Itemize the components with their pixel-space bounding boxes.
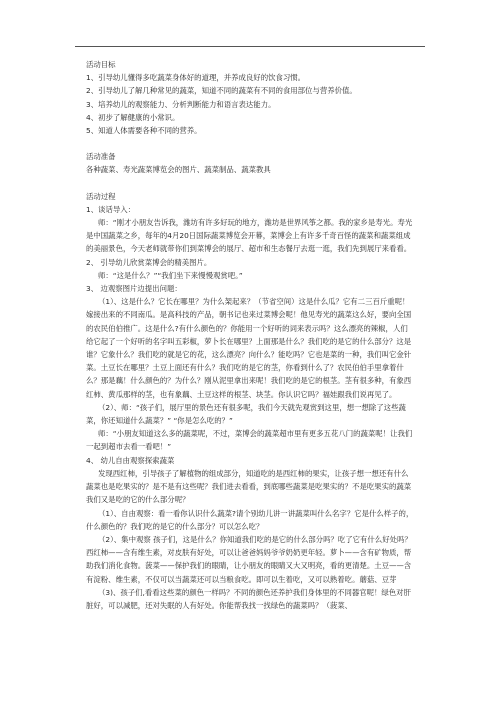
- preparation-text: 各种蔬菜、寿光蔬菜博览会的图片、蔬菜制品、蔬菜教具: [86, 165, 271, 175]
- paragraph: （3)、孩子们,看看这些菜的颜色一样吗？不同的颜色还养护我们身体里的不同器官呢！绿色对肝脏好，可以减肥，还对失眠的人有好处。你能帮我找一找绿色的蔬菜吗？（菠菜、: [86, 587, 411, 610]
- document-body: [86, 58, 414, 612]
- header-rule: [75, 46, 425, 47]
- section-heading-process: 活动过程: [86, 191, 116, 201]
- paragraph: 师：“这是什么？”“我们坐下来慢慢观赏吧。”: [98, 270, 243, 280]
- goal-item: 1、引导幼儿懂得多吃蔬菜身体好的道理，并养成良好的饮食习惯。: [86, 73, 306, 83]
- goal-item: 3、培养幼儿的观察能力、分析判断能力和语言表达能力。: [86, 99, 276, 109]
- section-heading-goals: 活动目标: [86, 60, 116, 69]
- section-heading-preparation: 活动准备: [86, 152, 116, 162]
- paragraph: （2）、集中观察 孩子们，这是什么？你知道我们吃的是它的什么部分吗？吃了它有什么好处吗？ 西红柿——含有维生素，对皮肤有好处，可以让爸爸妈妈爷爷奶奶更年轻。萝卜——含有矿物质，帮助我们消化食物。菠菜——保护我们的眼睛，让小朋友的眼睛又大又明亮，看的更清楚。土豆——含有淀粉、维生素，不仅可以当蔬菜还可以当粮食吃。即可以生着吃，又可以熟着吃。蘑菇、豆芽: [86, 534, 412, 584]
- goal-item: 2、引导幼儿了解几种常见的蔬菜，知道不同的蔬菜有不同的食用部位与营养价值。: [86, 86, 357, 96]
- paragraph: 师：“小朋友知道这么多的蔬菜呢，不过，菜博会的蔬菜超市里有更多五花八门的蔬菜呢！让我们一起到超市去看一看吧！”: [86, 429, 413, 452]
- paragraph: 发现西红柿，引导孩子了解植物的组成部分，知道吃的是西红柿的果实，让孩子想一想还有什么蔬菜也是吃果实的？是不是有这些呢？我们进去看看，到底哪些蔬菜是吃果实的？不是吃果实的蔬菜我们又是吃的它的什么部分呢？: [86, 468, 412, 505]
- paragraph: （1）、自由观察：看一看你认识什么蔬菜?请个别幼儿讲一讲蔬菜叫什么名字？它是什么样子的，什么颜色的？我们吃的是它的什么部分？可以怎么吃？: [86, 508, 414, 531]
- goal-item: 4、初步了解健康的小常识。: [86, 112, 180, 122]
- step-heading: 1、谈话导入：: [86, 204, 136, 214]
- goal-item: 5、知道人体需要各种不同的营养。: [86, 126, 202, 136]
- spacer: [86, 177, 414, 190]
- step-heading: 4、 幼儿自由观察探索蔬菜: [86, 455, 175, 465]
- paragraph: （2）、师：“孩子们，展厅里的景色还有很多呢，我们今天就先观赏到这里，想一想除了这些蔬菜，你还知道什么蔬菜？” “你是怎么吃的？”: [86, 402, 406, 426]
- paragraph: 师：“刚才小朋友告诉我，潍坊有许多好玩的地方，潍坊是世界风筝之都。我的家乡是寿光。寿光是中国蔬菜之乡，每年的4月20日国际蔬菜博览会开幕，菜博会上有许多千奇百怪的蔬菜和蔬菜组成的美丽景色，今天老师就带你们到菜博会的展厅、超市和生态餐厅去逛一逛，我们先到展厅来看看。 2、 引导幼儿欣赏菜博会的精美图片。: [86, 218, 413, 267]
- paragraph: （1）、这是什么？它长在哪里？为什么架起来？（节省空间）这是什么瓜？它有二三百斤重呢！嫁接出来的不同南瓜。是高科技的产品，朝书记也来过菜博会呢！他见寿光的蔬菜这么好，要向全国的农民伯伯推广。这是什么?有什么颜色的？你能用一个好听的词来表示吗？这么漂亮的辣椒，人们给它起了一个好听的名字叫五彩椒，萝卜长在哪里？上面那是什么？我们吃的是它的什么部分？这是谁？它象什么？我们吃的就是它的花，这么漂亮？向什么？能吃吗？它也是菜的一种，我们叫它金针菜。土豆长在哪里？土豆上面还有什么？我们吃的是它的茎，你看到什么了？农民伯伯手里拿着什么？那是藕！什么颜色的？为什么？刚从泥里拿出来呢！我们吃的是它的根茎。茎有很多种，有象西红柿、黄瓜那样的茎，也有象藕、土豆这样的根茎、块茎。你认识它吗？福娃跟我们说再见了。: [86, 297, 412, 399]
- spacer: [86, 137, 414, 150]
- step-heading: 3、 边观察图片边提出问题：: [86, 284, 182, 294]
